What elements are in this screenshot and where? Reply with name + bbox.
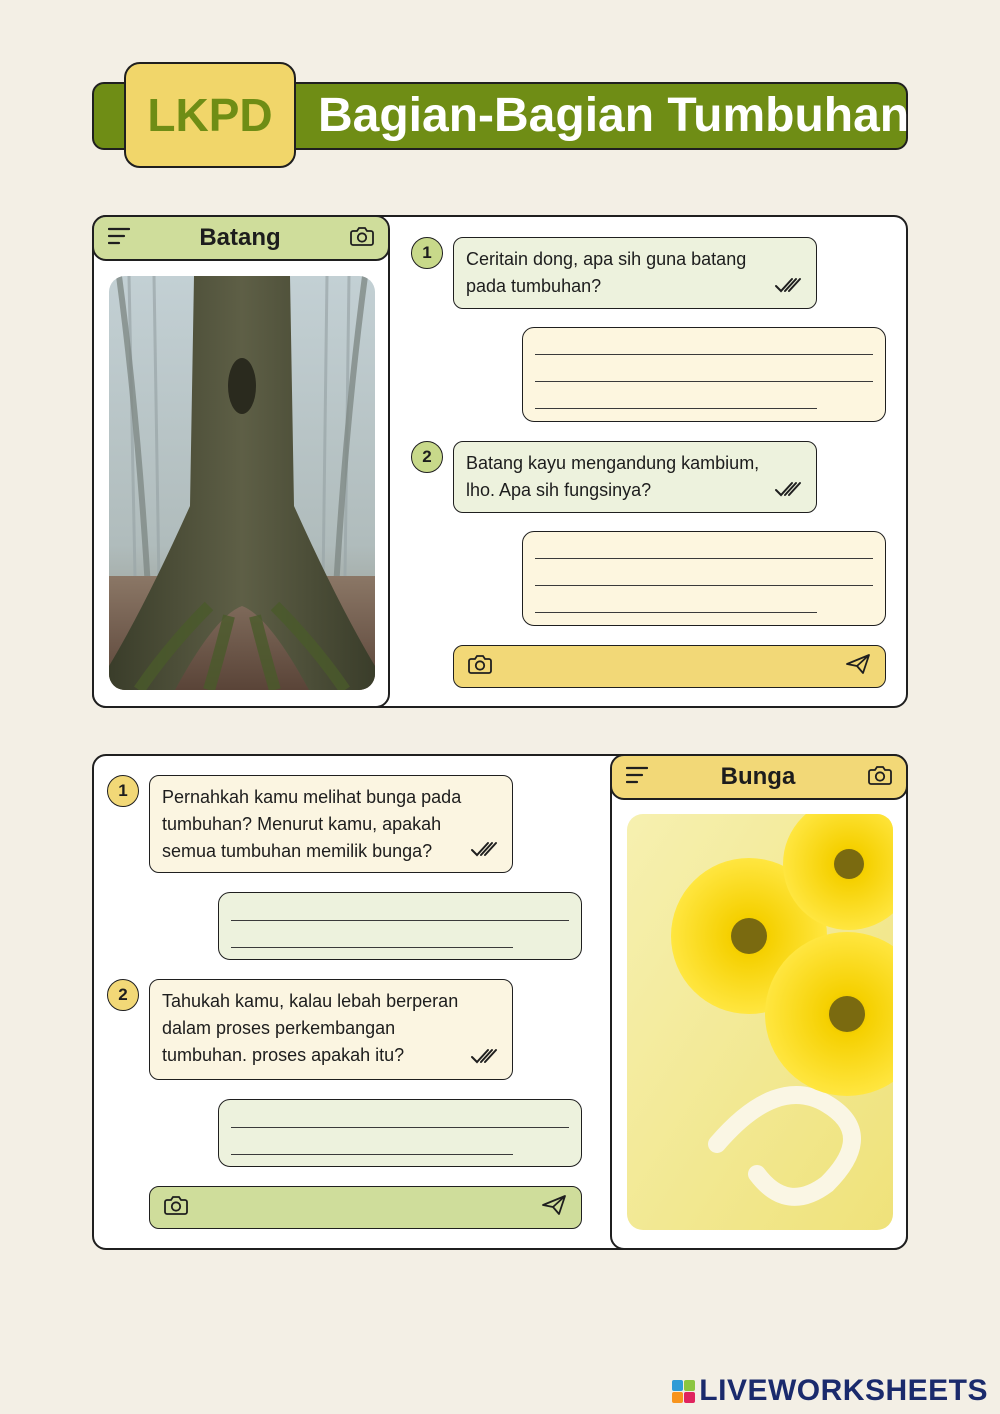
answer-line	[231, 1127, 569, 1128]
bunga-answer-1[interactable]	[218, 892, 582, 960]
batang-title: Batang	[199, 224, 281, 251]
bunga-question-2	[149, 979, 513, 1080]
answer-line	[231, 1154, 513, 1155]
menu-icon[interactable]	[108, 227, 130, 250]
send-icon[interactable]	[845, 653, 871, 680]
answer-line	[535, 381, 873, 382]
yellow-flowers-photo	[627, 814, 893, 1230]
liveworksheets-brand[interactable]	[672, 1374, 988, 1408]
question-number-badge: 2	[411, 441, 443, 473]
double-check-icon	[774, 479, 804, 506]
answer-line	[535, 558, 873, 559]
question-number-badge: 1	[411, 237, 443, 269]
bunga-message-bar[interactable]	[149, 1186, 582, 1229]
camera-icon[interactable]	[468, 654, 492, 679]
camera-icon[interactable]	[164, 1195, 188, 1220]
double-check-icon	[470, 839, 500, 866]
bunga-question-1	[149, 775, 513, 873]
liveworksheets-logo-icon	[672, 1380, 695, 1403]
batang-answer-2[interactable]	[522, 531, 886, 626]
double-check-icon	[470, 1046, 500, 1073]
question-number-badge: 1	[107, 775, 139, 807]
question-text: Ceritain dong, apa sih guna batang pada tumbuhan?	[466, 249, 747, 296]
camera-icon[interactable]	[350, 226, 374, 251]
page-title: Bagian-Bagian Tumbuhan	[318, 89, 910, 142]
tree-trunk-photo	[109, 276, 375, 690]
answer-line	[535, 354, 873, 355]
answer-line	[535, 612, 817, 613]
batang-question-2	[453, 441, 817, 513]
camera-icon[interactable]	[868, 765, 892, 790]
answer-line	[535, 408, 817, 409]
batang-phone	[92, 215, 390, 708]
batang-phone-header	[92, 215, 390, 261]
lkpd-badge: LKPD	[124, 62, 296, 168]
bunga-phone	[610, 754, 908, 1250]
menu-icon[interactable]	[626, 766, 648, 789]
batang-question-1	[453, 237, 817, 309]
answer-line	[535, 585, 873, 586]
send-icon[interactable]	[541, 1194, 567, 1221]
bunga-title: Bunga	[720, 763, 796, 790]
answer-line	[231, 920, 569, 921]
question-text: Tahukah kamu, kalau lebah berperan dalam proses perkembangan tumbuhan. proses apakah itu?	[162, 991, 459, 1065]
double-check-icon	[774, 275, 804, 302]
batang-message-bar[interactable]	[453, 645, 886, 688]
question-text: Pernahkah kamu melihat bunga pada tumbuhan? Menurut kamu, apakah semua tumbuhan memilik bunga?	[162, 787, 462, 861]
bunga-phone-header	[610, 754, 908, 800]
question-text: Batang kayu mengandung kambium, lho. Apa sih fungsinya?	[466, 453, 760, 500]
bunga-answer-2[interactable]	[218, 1099, 582, 1167]
question-number-badge: 2	[107, 979, 139, 1011]
answer-line	[231, 947, 513, 948]
brand-name: LIVEWORKSHEETS	[699, 1374, 988, 1407]
batang-answer-1[interactable]	[522, 327, 886, 422]
